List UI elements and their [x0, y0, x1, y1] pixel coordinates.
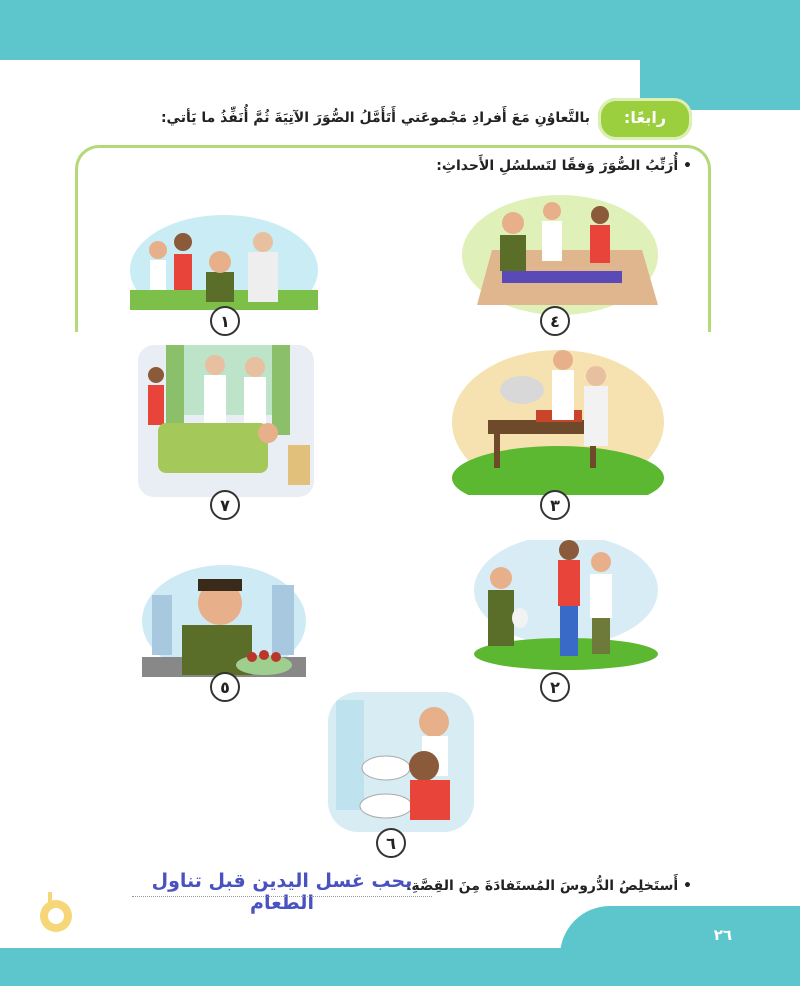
picture-6 — [328, 692, 474, 832]
picture-number-1: ١ — [210, 306, 240, 336]
section-label: رابعًا: — [623, 108, 667, 127]
picture-number-2: ٢ — [540, 672, 570, 702]
task-lessons-text: أَستَخلِصُ الدُّروسَ المُستَفادَةَ مِنَ القِصَّةِ: — [405, 878, 679, 894]
answer-text: يحب غسل اليدين قبل تناول الطعام — [151, 870, 413, 914]
boy-eating-skewer-icon — [142, 565, 306, 677]
picture-number-5: ٥ — [210, 672, 240, 702]
picture-5 — [142, 565, 306, 677]
picture-4 — [462, 195, 658, 315]
section-instruction: بالتَّعاوُنِ مَعَ أَفرادِ مَجْموعَتي أَتَأَمَّلُ الصُّوَرَ الآتِيَةَ ثُمَّ أُنَفِّذُ ما يَأتي: — [160, 110, 590, 126]
task-order-text: أُرَتِّبُ الصُّوَرَ وَفقًا لتَسلسُلِ الأَحداثِ: — [436, 158, 679, 174]
picture-number-4: ٤ — [540, 306, 570, 336]
bottom-decorative-band — [0, 948, 800, 986]
picture-number-7: ٧ — [210, 490, 240, 520]
boys-greeting-elder-icon — [130, 210, 318, 310]
boys-washing-hands-icon — [328, 692, 474, 832]
picture-1 — [130, 210, 318, 310]
publisher-logo-icon — [34, 888, 84, 938]
boys-sitting-on-rug-icon — [462, 195, 658, 315]
task-lessons — [406, 878, 692, 894]
picture-2 — [474, 540, 658, 670]
boy-in-hospital-bed-icon — [138, 345, 314, 497]
answer-line — [132, 896, 432, 897]
task-order-events — [436, 158, 692, 174]
bullet: • — [683, 158, 692, 174]
boys-with-rabbit-icon — [474, 540, 658, 670]
bullet: • — [683, 878, 692, 894]
page-number: ٢٦ — [713, 926, 732, 944]
picture-7 — [138, 345, 314, 497]
men-grilling-kebab-icon — [452, 350, 664, 495]
picture-number-3: ٣ — [540, 490, 570, 520]
picture-3 — [452, 350, 664, 495]
picture-number-6: ٦ — [376, 828, 406, 858]
